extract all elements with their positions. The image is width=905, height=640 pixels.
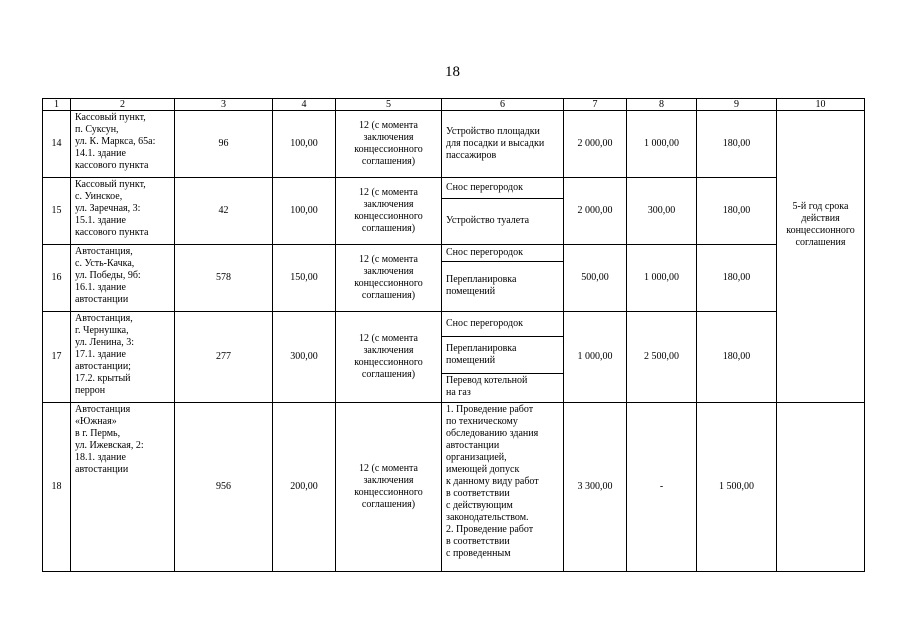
column-7-cell: 500,00 xyxy=(564,245,627,312)
column-9-cell: 180,00 xyxy=(697,245,777,312)
object-cell: Автостанция «Южная» в г. Пермь, ул. Ижевская, 2: 18.1. здание автостанции xyxy=(71,403,175,572)
header-cell: 7 xyxy=(564,99,627,111)
term-cell: 12 (с момента заключения концессионного соглашения) xyxy=(336,245,442,312)
table-row xyxy=(43,312,865,403)
work-item: Снос перегородок xyxy=(442,312,563,337)
column-3-cell: 96 xyxy=(175,111,273,178)
works-cell xyxy=(442,111,564,178)
object-cell: Кассовый пункт, с. Уинское, ул. Заречная, 3: 15.1. здание кассового пункта xyxy=(71,178,175,245)
term-cell: 12 (с момента заключения концессионного соглашения) xyxy=(336,111,442,178)
page-number: 18 xyxy=(445,64,460,80)
column-3-cell: 277 xyxy=(175,312,273,403)
header-cell: 10 xyxy=(777,99,865,111)
header-cell: 8 xyxy=(627,99,697,111)
column-7-cell: 1 000,00 xyxy=(564,312,627,403)
row-number-cell: 14 xyxy=(43,111,71,178)
column-9-cell: 180,00 xyxy=(697,312,777,403)
column-3-cell: 42 xyxy=(175,178,273,245)
header-cell: 4 xyxy=(273,99,336,111)
term-cell: 12 (с момента заключения концессионного соглашения) xyxy=(336,312,442,403)
column-8-cell: - xyxy=(627,403,697,572)
term-cell: 12 (с момента заключения концессионного соглашения) xyxy=(336,178,442,245)
row-number-cell: 17 xyxy=(43,312,71,403)
work-item: Снос перегородок xyxy=(442,178,563,199)
column-7-cell: 2 000,00 xyxy=(564,178,627,245)
header-row xyxy=(43,99,865,111)
column-8-cell: 1 000,00 xyxy=(627,111,697,178)
row-number-cell: 18 xyxy=(43,403,71,572)
header-cell: 2 xyxy=(71,99,175,111)
header-cell: 1 xyxy=(43,99,71,111)
column-4-cell: 100,00 xyxy=(273,111,336,178)
column-9-cell: 180,00 xyxy=(697,111,777,178)
column-9-cell: 1 500,00 xyxy=(697,403,777,572)
column-10-empty-cell xyxy=(777,403,865,572)
column-4-cell: 300,00 xyxy=(273,312,336,403)
work-item: Устройство туалета xyxy=(446,215,530,226)
object-cell: Автостанция, с. Усть-Качка, ул. Победы, 9б: 16.1. здание автостанции xyxy=(71,245,175,312)
column-4-cell: 100,00 xyxy=(273,178,336,245)
column-3-cell: 956 xyxy=(175,403,273,572)
table-row xyxy=(43,111,865,178)
column-9-cell: 180,00 xyxy=(697,178,777,245)
concession-table xyxy=(42,98,865,572)
works-cell xyxy=(442,245,564,312)
column-7-cell: 3 300,00 xyxy=(564,403,627,572)
column-4-cell: 200,00 xyxy=(273,403,336,572)
column-7-cell: 2 000,00 xyxy=(564,111,627,178)
column-8-cell: 1 000,00 xyxy=(627,245,697,312)
works-cell xyxy=(442,178,564,245)
table-row xyxy=(43,178,865,245)
work-item: Устройство площадки для посадки и высадки пассажиров xyxy=(446,126,545,161)
object-cell: Автостанция, г. Чернушка, ул. Ленина, 3: 17.1. здание автостанции; 17.2. крытый перрон xyxy=(71,312,175,403)
work-item: Снос перегородок xyxy=(442,245,563,262)
work-item: Перевод котельной на газ xyxy=(446,375,528,398)
header-cell: 6 xyxy=(442,99,564,111)
object-cell: Кассовый пункт, п. Суксун, ул. К. Маркса, 65а: 14.1. здание кассового пункта xyxy=(71,111,175,178)
column-4-cell: 150,00 xyxy=(273,245,336,312)
work-item: 1. Проведение работ по техническому обследованию здания автостанции организацией, имеющей допуск к данному виду работ в соответствии с действующим законодательством. 2. Проведение работ в соответствии с проведенным xyxy=(446,404,539,559)
header-cell: 5 xyxy=(336,99,442,111)
column-8-cell: 300,00 xyxy=(627,178,697,245)
table-row xyxy=(43,403,865,572)
works-cell xyxy=(442,403,564,572)
row-number-cell: 16 xyxy=(43,245,71,312)
column-10-cell: 5-й год срока действия концессионного соглашения xyxy=(777,111,865,403)
header-cell: 9 xyxy=(697,99,777,111)
column-8-cell: 2 500,00 xyxy=(627,312,697,403)
row-number-cell: 15 xyxy=(43,178,71,245)
term-cell: 12 (с момента заключения концессионного соглашения) xyxy=(336,403,442,572)
column-3-cell: 578 xyxy=(175,245,273,312)
header-cell: 3 xyxy=(175,99,273,111)
work-item: Перепланировка помещений xyxy=(446,274,517,297)
works-cell xyxy=(442,312,564,403)
work-item: Перепланировка помещений xyxy=(442,337,563,374)
table-row xyxy=(43,245,865,312)
